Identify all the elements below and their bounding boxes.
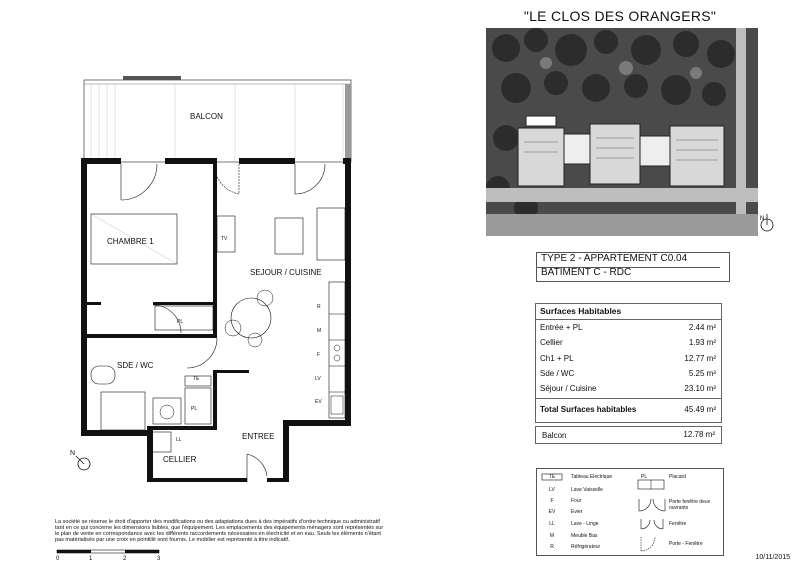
disclaimer: La société se réserve le droit d'apporter des modifications ou des adaptations dues à des impératifs d'ordre technique ou administratif tant en ce qui concerne les dimensions lisibles, que l'équipement. Les emplacements des équipements ménagers sont représentés sur le plan de vente en correspondance avec les différents raccordements nécessaires en électricité et en eau. Seuls les éléments n'étant pas matérialisés par une croix en pointillé sont fournis. Le mobilier est représenté à titre indicatif.	[55, 519, 384, 543]
k-label-m: M	[317, 328, 322, 334]
table-row: Séjour / Cuisine 23.10 m²	[540, 384, 716, 393]
placard-label: PL	[177, 319, 184, 325]
surfaces-header: Surfaces Habitables	[540, 306, 622, 316]
north-label: N	[70, 450, 76, 457]
aerial-photo	[486, 28, 758, 236]
project-title: "LE CLOS DES ORANGERS"	[523, 8, 717, 24]
k-label-f: F	[317, 352, 321, 358]
scale-2: 2	[123, 556, 127, 562]
ll-label: LL	[176, 437, 182, 443]
svg-text:N: N	[760, 216, 765, 222]
scale-1: 1	[89, 556, 93, 562]
legend: TE Tableau Electrique LV Lave Vaisselle F Four EV Evier LL Lave - Linge M Meuble Bas R Réfrigérateur PL Placard Porte fenêtre deux ouvrants Fenêtre Porte - Fenêtre	[536, 468, 724, 556]
scale-0: 0	[56, 556, 60, 562]
compass-icon	[756, 212, 778, 234]
k-label-r: R	[317, 304, 321, 310]
placard-label-sde: PL	[191, 406, 198, 412]
te-label: TE	[193, 376, 200, 382]
table-row: Ch1 + PL 12.77 m²	[540, 354, 716, 363]
scale-bar	[55, 548, 185, 556]
tv-label: TV	[221, 236, 228, 242]
room-balcon: BALCON	[190, 112, 223, 121]
room-sde: SDE / WC	[117, 361, 154, 370]
k-label-ev: EV	[315, 399, 322, 405]
floor-plan	[55, 70, 375, 490]
table-row: Cellier 1.93 m²	[540, 338, 716, 347]
room-cellier: CELLIER	[163, 455, 197, 464]
date: 10/11/2015	[755, 554, 790, 561]
surfaces-table	[535, 303, 722, 423]
scale-3: 3	[157, 556, 161, 562]
total-row: Total Surfaces habitables 45.49 m²	[540, 405, 716, 414]
apartment-type: TYPE 2 - APPARTEMENT C0.04	[536, 252, 730, 267]
table-row: Entrée + PL 2.44 m²	[540, 323, 716, 332]
table-row: Sde / WC 5.25 m²	[540, 369, 716, 378]
k-label-lv: LV	[315, 376, 321, 382]
room-chambre: CHAMBRE 1	[107, 237, 154, 246]
room-entree: ENTREE	[242, 432, 275, 441]
building-line: BATIMENT C - RDC	[536, 267, 730, 282]
room-sejour: SEJOUR / CUISINE	[250, 268, 322, 277]
balcon-row: Balcon 12.78 m²	[535, 426, 722, 444]
